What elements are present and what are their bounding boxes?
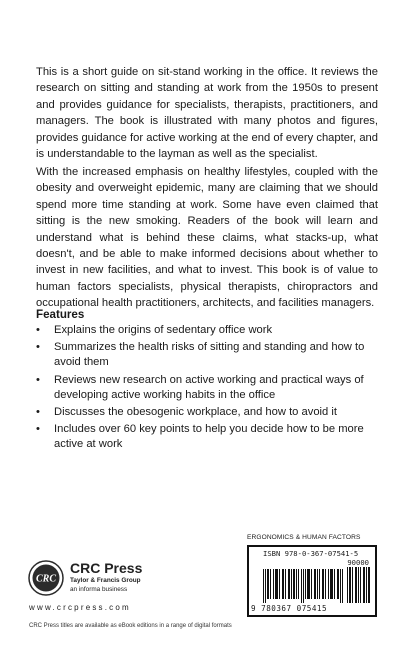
price-barcode-bars-icon (347, 567, 371, 603)
publisher-group: Taylor & Francis Group (70, 577, 141, 584)
feature-text: Summarizes the health risks of sitting and standing and how to avoid them (54, 341, 365, 369)
features-list (36, 323, 378, 455)
price-code: 90000 (347, 558, 369, 567)
bullet-icon: • (36, 406, 40, 419)
logo-text: CRC (35, 573, 57, 585)
description-paragraph-2: With the increased emphasis on healthy lifestyles, coupled with the obesity and overweight epidemic, many are claiming that we should spend more time standing at work. Some have even claimed that sitting is the new smoking. Readers of the book will learn and understand what is behind these claims, what stacks-up, what doesn't, and be able to make informed decisions about whether to invest in new facilities, and what to invest. This book is of value to human factors specialists, physical therapists, chiropractors and occupational health practitioners, architects, and facilities managers. (36, 166, 378, 310)
feature-item (36, 340, 378, 370)
bullet-icon: • (36, 423, 40, 436)
barcode-number: 9 780367 075415 (251, 604, 328, 613)
isbn-text: ISBN 978-0-367-07541-5 (263, 549, 359, 558)
feature-text: Explains the origins of sedentary office work (54, 324, 273, 336)
feature-text: Reviews new research on active working and practical ways of developing active working habits in the office (54, 373, 364, 401)
bullet-icon: • (36, 324, 40, 336)
description-paragraph-1: This is a short guide on sit-stand working in the office. It reviews the research on sitting and standing at work from the 1950s to present and provides guidance for specialists, therapists, practitioners, and managers. The book is illustrated with many photos and figures, provides guidance for active working at the end of every chapter, and is understandable to the layman as well as the specialist. (36, 66, 378, 161)
publisher-business: an informa business (70, 586, 128, 593)
publisher-name: CRC Press (70, 560, 143, 576)
feature-item (36, 422, 378, 452)
crc-press-logo (28, 560, 64, 596)
publisher-website[interactable]: www.crcpress.com (29, 603, 131, 612)
feature-item (36, 323, 378, 338)
feature-item (36, 405, 378, 420)
feature-text: Includes over 60 key points to help you decide how to be more active at work (54, 423, 364, 451)
subject-category: ERGONOMICS & HUMAN FACTORS (247, 534, 361, 541)
barcode-bars-icon (263, 569, 345, 603)
features-heading: Features (36, 308, 85, 321)
ebook-note: CRC Press titles are available as eBook editions in a range of digital formats (29, 623, 232, 629)
feature-text: Discusses the obesogenic workplace, and how to avoid it (54, 406, 337, 419)
feature-item (36, 373, 378, 403)
bullet-icon: • (36, 341, 40, 354)
isbn-barcode (247, 545, 377, 617)
bullet-icon: • (36, 373, 40, 386)
publisher-brand (70, 560, 142, 594)
